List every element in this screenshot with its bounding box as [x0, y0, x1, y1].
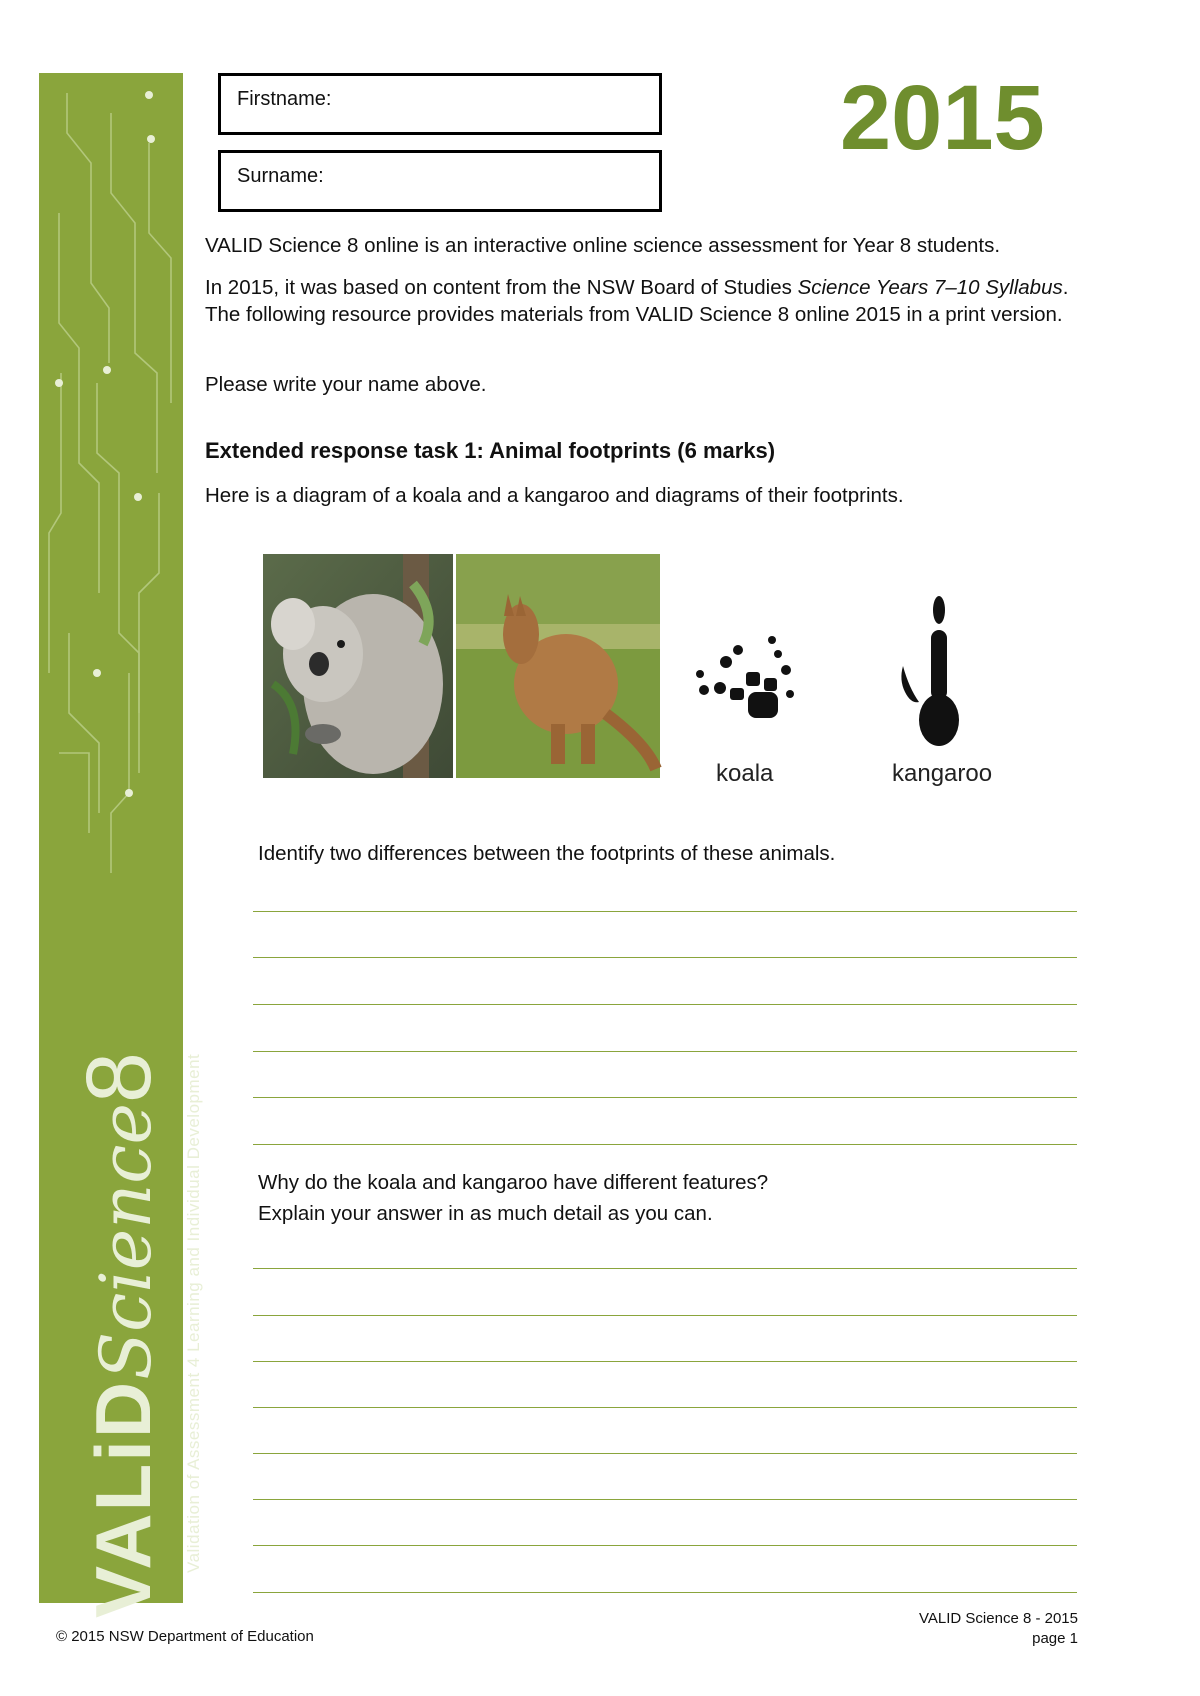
answer-line[interactable] [253, 1592, 1077, 1593]
answer-line[interactable] [253, 911, 1077, 912]
answer-line[interactable] [253, 957, 1077, 958]
answer-line[interactable] [253, 1545, 1077, 1546]
answer-line[interactable] [253, 1144, 1077, 1145]
question-1: Identify two differences between the footprints of these animals. [258, 842, 836, 865]
answer-line[interactable] [253, 1453, 1077, 1454]
brand-science-text: Science [85, 1103, 167, 1380]
kangaroo-label: kangaroo [892, 760, 993, 787]
sidebar-banner [39, 73, 203, 1618]
question-2 [258, 1167, 768, 1229]
koala-footprint-icon [690, 628, 810, 738]
brand-main-text: VALiD [79, 1379, 167, 1618]
copyright-text: © 2015 NSW Department of Education [56, 1628, 314, 1645]
page-number: page 1 [1032, 1630, 1078, 1647]
firstname-label: Firstname: [237, 88, 332, 110]
intro-paragraph-3: Please write your name above. [205, 373, 487, 396]
brand-number: 8 [68, 1051, 170, 1104]
koala-label: koala [716, 760, 774, 787]
answer-line[interactable] [253, 1097, 1077, 1098]
syllabus-title: Science Years 7–10 Syllabus [797, 276, 1063, 299]
answer-line[interactable] [253, 1361, 1077, 1362]
answer-line[interactable] [253, 1004, 1077, 1005]
footer-title: VALID Science 8 - 2015 [919, 1610, 1078, 1627]
question-2-line-1: Why do the koala and kangaroo have different features? [258, 1171, 769, 1194]
answer-line[interactable] [253, 1315, 1077, 1316]
intro-p2-end: . The following resource provides materials from VALID Science 8 online 2015 in a print version. [205, 276, 1069, 326]
task-description: Here is a diagram of a koala and a kangaroo and diagrams of their footprints. [205, 484, 904, 507]
answer-line[interactable] [253, 1268, 1077, 1269]
intro-paragraph-2 [205, 274, 1105, 328]
task-heading: Extended response task 1: Animal footprints (6 marks) [205, 438, 776, 463]
answer-line[interactable] [253, 1407, 1077, 1408]
brand-subtitle: Validation of Assessment 4 Learning and Individual Development [184, 1053, 203, 1573]
kangaroo-photo [456, 554, 660, 778]
footer-info [880, 1609, 1078, 1649]
answer-line[interactable] [253, 1499, 1077, 1500]
firstname-field[interactable] [218, 73, 662, 135]
kangaroo-footprint-icon [895, 596, 965, 752]
intro-paragraph-1: VALID Science 8 online is an interactive online science assessment for Year 8 students. [205, 234, 1001, 257]
koala-photo [263, 554, 453, 778]
question-2-line-2: Explain your answer in as much detail as you can. [258, 1202, 713, 1225]
brand-logo [67, 1052, 172, 1618]
answer-line[interactable] [253, 1051, 1077, 1052]
surname-label: Surname: [237, 165, 324, 187]
intro-p2-start: In 2015, it was based on content from the NSW Board of Studies [205, 276, 798, 299]
surname-field[interactable] [218, 150, 662, 212]
year-title: 2015 [840, 67, 1045, 169]
